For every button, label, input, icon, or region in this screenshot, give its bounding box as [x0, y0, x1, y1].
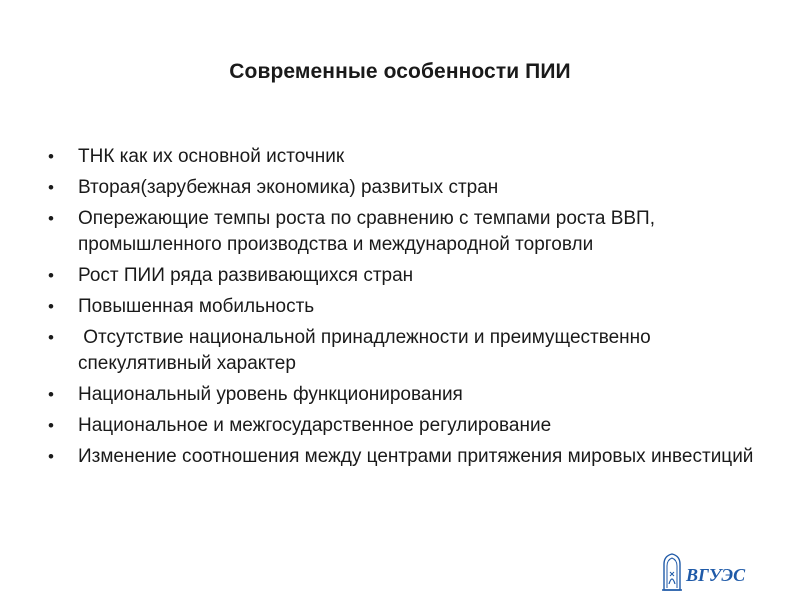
list-item [48, 206, 768, 258]
bullet-icon: • [48, 328, 54, 347]
list-item [48, 144, 768, 170]
bullet-icon: • [48, 385, 54, 404]
university-emblem-icon [662, 554, 682, 590]
bullet-icon: • [48, 147, 54, 166]
list-item [48, 325, 768, 377]
bullet-icon: • [48, 416, 54, 435]
logo-text: ВГУЭС [686, 565, 746, 585]
bullet-text: Национальный уровень функционирования [78, 384, 463, 405]
list-item [48, 382, 768, 408]
bullet-text: Рост ПИИ ряда развивающихся стран [78, 265, 414, 286]
slide-title: Современные особенности ПИИ [229, 60, 571, 83]
list-item [48, 294, 768, 320]
list-item [48, 175, 768, 201]
bullet-icon: • [48, 178, 54, 197]
bullet-text: Вторая(зарубежная экономика) развитых стран [78, 177, 499, 198]
bullet-icon: • [48, 266, 54, 285]
bullet-icon: • [48, 297, 54, 316]
bullet-text: Опережающие темпы роста по сравнению с темпами роста ВВП, промышленного производства и международной торговли [78, 208, 655, 255]
bullet-list [48, 144, 768, 475]
bullet-text: Повышенная мобильность [78, 296, 315, 317]
bullet-text: Изменение соотношения между центрами притяжения мировых инвестиций [78, 446, 754, 467]
list-item [48, 444, 768, 470]
bullet-text: Отсутствие национальной принадлежности и преимущественно спекулятивный характер [78, 327, 657, 374]
university-logo [658, 550, 768, 594]
bullet-text: Национальное и межгосударственное регулирование [78, 415, 552, 436]
list-item [48, 413, 768, 439]
list-item [48, 263, 768, 289]
bullet-icon: • [48, 209, 54, 228]
bullet-text: ТНК как их основной источник [78, 146, 345, 167]
bullet-icon: • [48, 447, 54, 466]
